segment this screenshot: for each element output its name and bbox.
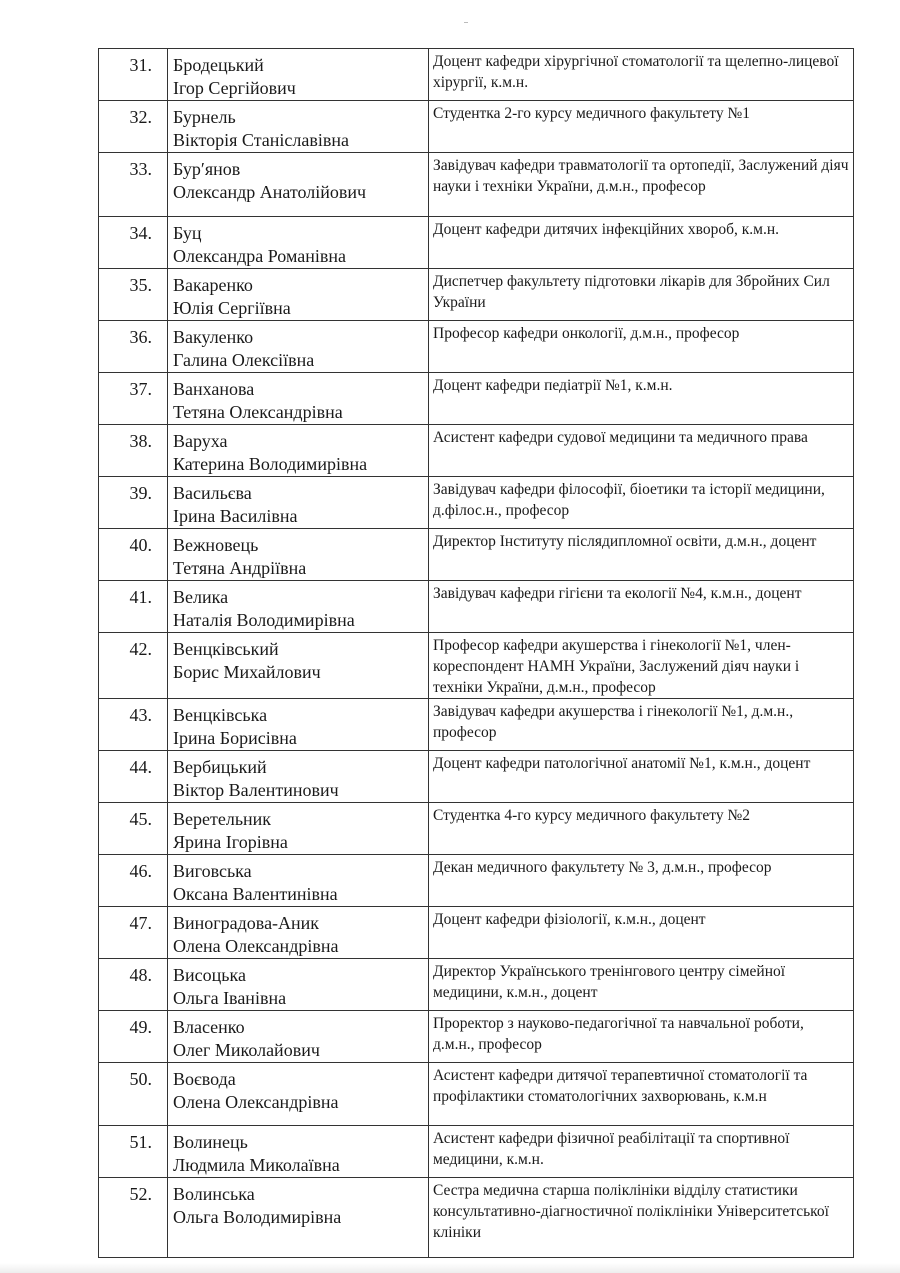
person-name-cell xyxy=(168,907,429,959)
given-names: Галина Олексіївна xyxy=(173,350,315,370)
surname: Велика xyxy=(173,587,229,607)
surname: Бурнель xyxy=(173,107,236,127)
person-name-cell xyxy=(168,321,429,373)
surname: Ванханова xyxy=(173,379,255,399)
page-scan-mark xyxy=(464,22,468,23)
surname: Власенко xyxy=(173,1017,245,1037)
position-cell: Студентка 4-го курсу медичного факультету №2 xyxy=(429,803,854,855)
table-row xyxy=(99,321,854,373)
given-names: Вікторія Станіславівна xyxy=(173,130,349,150)
row-number: 46. xyxy=(99,855,168,907)
table-row xyxy=(99,699,854,751)
given-names: Віктор Валентинович xyxy=(173,780,339,800)
staff-table-body xyxy=(99,49,854,1258)
position-cell: Проректор з науково-педагогічної та навчальної роботи, д.м.н., професор xyxy=(429,1011,854,1063)
row-number: 36. xyxy=(99,321,168,373)
surname: Висоцька xyxy=(173,965,246,985)
row-number: 39. xyxy=(99,477,168,529)
surname: Варуха xyxy=(173,431,228,451)
person-name-cell xyxy=(168,855,429,907)
position-cell: Студентка 2-го курсу медичного факультету №1 xyxy=(429,101,854,153)
table-row xyxy=(99,153,854,217)
given-names: Борис Михайлович xyxy=(173,662,321,682)
given-names: Олег Миколайович xyxy=(173,1040,320,1060)
person-name-cell xyxy=(168,529,429,581)
given-names: Олена Олександрівна xyxy=(173,936,339,956)
position-cell: Директор Інституту післядипломної освіти, д.м.н., доцент xyxy=(429,529,854,581)
table-row xyxy=(99,751,854,803)
surname: Воєвода xyxy=(173,1069,236,1089)
surname: Венцківська xyxy=(173,705,268,725)
person-name-cell xyxy=(168,959,429,1011)
person-name-cell xyxy=(168,269,429,321)
given-names: Ігор Сергійович xyxy=(173,78,296,98)
surname: Вакаренко xyxy=(173,275,253,295)
table-row xyxy=(99,907,854,959)
person-name-cell xyxy=(168,1011,429,1063)
table-row xyxy=(99,373,854,425)
surname: Васильєва xyxy=(173,483,252,503)
surname: Веретельник xyxy=(173,809,272,829)
row-number: 37. xyxy=(99,373,168,425)
given-names: Ольга Іванівна xyxy=(173,988,287,1008)
row-number: 47. xyxy=(99,907,168,959)
row-number: 32. xyxy=(99,101,168,153)
table-row xyxy=(99,477,854,529)
person-name-cell xyxy=(168,1126,429,1178)
table-row xyxy=(99,1126,854,1178)
surname: Буц xyxy=(173,223,202,243)
position-cell: Директор Українського тренінгового центру сімейної медицини, к.м.н., доцент xyxy=(429,959,854,1011)
given-names: Олександра Романівна xyxy=(173,246,346,266)
row-number: 41. xyxy=(99,581,168,633)
given-names: Ірина Борисівна xyxy=(173,728,297,748)
row-number: 48. xyxy=(99,959,168,1011)
table-row xyxy=(99,1011,854,1063)
position-cell: Завідувач кафедри травматології та ортопедії, Заслужений діяч науки і техніки України, д.м.н., професор xyxy=(429,153,854,217)
given-names: Юлія Сергіївна xyxy=(173,298,291,318)
person-name-cell xyxy=(168,49,429,101)
given-names: Тетяна Олександрівна xyxy=(173,402,343,422)
position-cell: Асистент кафедри дитячої терапевтичної стоматології та профілактики стоматологічних захворювань, к.м.н xyxy=(429,1063,854,1126)
position-cell: Професор кафедри онкології, д.м.н., професор xyxy=(429,321,854,373)
surname: Вакуленко xyxy=(173,327,254,347)
table-row xyxy=(99,581,854,633)
table-row xyxy=(99,803,854,855)
surname: Вежновець xyxy=(173,535,259,555)
person-name-cell xyxy=(168,1063,429,1126)
position-cell: Доцент кафедри хірургічної стоматології та щелепно-лицевої хірургії, к.м.н. xyxy=(429,49,854,101)
person-name-cell xyxy=(168,153,429,217)
table-row xyxy=(99,529,854,581)
row-number: 38. xyxy=(99,425,168,477)
surname: Волинець xyxy=(173,1132,248,1152)
surname: Бродецький xyxy=(173,55,264,75)
person-name-cell xyxy=(168,1178,429,1258)
row-number: 49. xyxy=(99,1011,168,1063)
person-name-cell xyxy=(168,101,429,153)
given-names: Оксана Валентинівна xyxy=(173,884,338,904)
surname: Венцківський xyxy=(173,639,279,659)
given-names: Олена Олександрівна xyxy=(173,1092,339,1112)
surname: Бур′янов xyxy=(173,159,241,179)
position-cell: Професор кафедри акушерства і гінекології №1, член-кореспондент НАМН України, Заслужений діяч науки і техніки України, д.м.н., професор xyxy=(429,633,854,699)
row-number: 44. xyxy=(99,751,168,803)
table-row xyxy=(99,1178,854,1258)
position-cell: Завідувач кафедри філософії, біоетики та історії медицини, д.філос.н., професор xyxy=(429,477,854,529)
row-number: 51. xyxy=(99,1126,168,1178)
row-number: 34. xyxy=(99,217,168,269)
position-cell: Доцент кафедри патологічної анатомії №1, к.м.н., доцент xyxy=(429,751,854,803)
person-name-cell xyxy=(168,425,429,477)
given-names: Ірина Василівна xyxy=(173,506,298,526)
table-row xyxy=(99,217,854,269)
row-number: 52. xyxy=(99,1178,168,1258)
surname: Вербицький xyxy=(173,757,267,777)
staff-list-sheet xyxy=(98,48,854,1258)
position-cell: Асистент кафедри фізичної реабілітації та спортивної медицини, к.м.н. xyxy=(429,1126,854,1178)
row-number: 43. xyxy=(99,699,168,751)
row-number: 35. xyxy=(99,269,168,321)
table-row xyxy=(99,269,854,321)
row-number: 45. xyxy=(99,803,168,855)
row-number: 40. xyxy=(99,529,168,581)
staff-table xyxy=(98,48,854,1258)
person-name-cell xyxy=(168,477,429,529)
position-cell: Сестра медична старша поліклініки відділу статистики консультативно-діагностичної поліклініки Університетської клініки xyxy=(429,1178,854,1258)
row-number: 42. xyxy=(99,633,168,699)
given-names: Ольга Володимирівна xyxy=(173,1207,342,1227)
person-name-cell xyxy=(168,217,429,269)
row-number: 33. xyxy=(99,153,168,217)
given-names: Ярина Ігорівна xyxy=(173,832,288,852)
table-row xyxy=(99,855,854,907)
table-row xyxy=(99,425,854,477)
position-cell: Завідувач кафедри гігієни та екології №4, к.м.н., доцент xyxy=(429,581,854,633)
table-row xyxy=(99,959,854,1011)
given-names: Наталія Володимирівна xyxy=(173,610,355,630)
given-names: Катерина Володимирівна xyxy=(173,454,368,474)
position-cell: Доцент кафедри фізіології, к.м.н., доцент xyxy=(429,907,854,959)
given-names: Олександр Анатолійович xyxy=(173,182,367,202)
table-row xyxy=(99,1063,854,1126)
position-cell: Завідувач кафедри акушерства і гінекології №1, д.м.н., професор xyxy=(429,699,854,751)
person-name-cell xyxy=(168,803,429,855)
person-name-cell xyxy=(168,699,429,751)
position-cell: Декан медичного факультету № 3, д.м.н., професор xyxy=(429,855,854,907)
person-name-cell xyxy=(168,373,429,425)
table-row xyxy=(99,633,854,699)
position-cell: Доцент кафедри педіатрії №1, к.м.н. xyxy=(429,373,854,425)
table-row xyxy=(99,49,854,101)
person-name-cell xyxy=(168,751,429,803)
person-name-cell xyxy=(168,633,429,699)
surname: Виговська xyxy=(173,861,252,881)
surname: Волинська xyxy=(173,1184,255,1204)
position-cell: Диспетчер факультету підготовки лікарів для Збройних Сил України xyxy=(429,269,854,321)
scan-bottom-edge xyxy=(0,1263,900,1273)
given-names: Тетяна Андріївна xyxy=(173,558,307,578)
table-row xyxy=(99,101,854,153)
given-names: Людмила Миколаївна xyxy=(173,1155,340,1175)
position-cell: Асистент кафедри судової медицини та медичного права xyxy=(429,425,854,477)
surname: Виноградова-Аник xyxy=(173,913,320,933)
position-cell: Доцент кафедри дитячих інфекційних хвороб, к.м.н. xyxy=(429,217,854,269)
person-name-cell xyxy=(168,581,429,633)
row-number: 31. xyxy=(99,49,168,101)
row-number: 50. xyxy=(99,1063,168,1126)
